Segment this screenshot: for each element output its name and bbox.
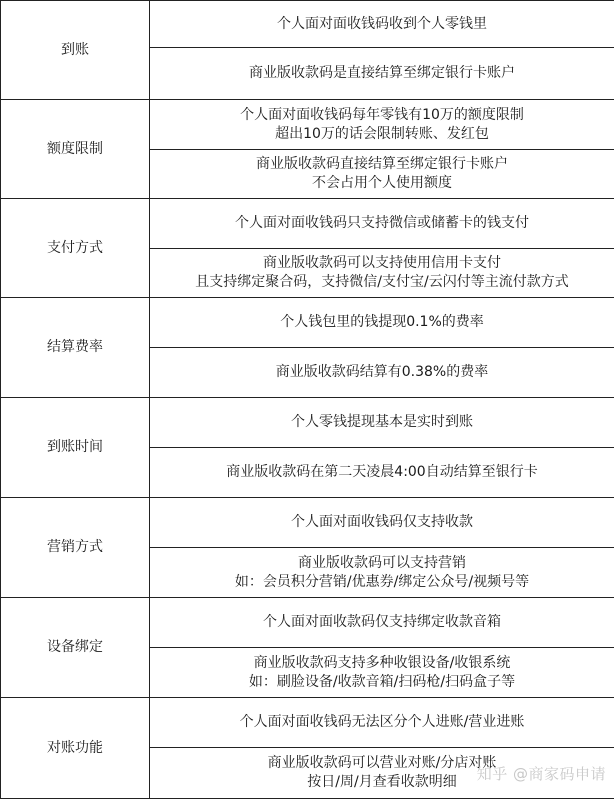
business-code-text: 如：会员积分营销/优惠券/绑定公众号/视频号等 xyxy=(154,573,610,592)
personal-code-text: 个人面对面收钱码无法区分个人进账/营业进账 xyxy=(154,713,610,732)
business-code-text: 商业版收款码结算有0.38%的费率 xyxy=(154,363,610,382)
category-label: 结算费率 xyxy=(1,298,150,398)
category-label: 营销方式 xyxy=(1,498,150,598)
personal-code-text: 个人零钱提现基本是实时到账 xyxy=(154,413,610,432)
personal-code-cell xyxy=(150,100,614,150)
comparison-table-body xyxy=(1,1,614,799)
business-code-text: 不会占用个人使用额度 xyxy=(154,174,610,193)
table-row xyxy=(1,298,614,348)
business-code-cell xyxy=(150,748,614,799)
business-code-cell xyxy=(150,48,614,100)
table-row xyxy=(1,598,614,648)
business-code-text: 商业版收款码支持多种收银设备/收银系统 xyxy=(154,654,610,673)
personal-code-text: 个人面对面收钱码只支持微信或储蓄卡的钱支付 xyxy=(154,214,610,233)
business-code-cell xyxy=(150,150,614,199)
table-row xyxy=(1,398,614,448)
personal-code-cell xyxy=(150,1,614,48)
personal-code-text: 个人面对面收钱码仅支持收款 xyxy=(154,513,610,532)
table-row xyxy=(1,698,614,748)
business-code-cell xyxy=(150,548,614,598)
business-code-text: 如：刷脸设备/收款音箱/扫码枪/扫码盒子等 xyxy=(154,673,610,692)
personal-code-text: 个人面对面收钱码收到个人零钱里 xyxy=(154,15,610,34)
personal-code-cell xyxy=(150,698,614,748)
table-row xyxy=(1,100,614,150)
business-code-cell xyxy=(150,348,614,398)
business-code-text: 商业版收款码在第二天凌晨4:00自动结算至银行卡 xyxy=(154,463,610,482)
personal-code-text: 个人钱包里的钱提现0.1%的费率 xyxy=(154,313,610,332)
business-code-text: 商业版收款码是直接结算至绑定银行卡账户 xyxy=(154,64,610,83)
business-code-text: 商业版收款码直接结算至绑定银行卡账户 xyxy=(154,155,610,174)
business-code-text: 商业版收款码可以营业对账/分店对账 xyxy=(154,754,610,773)
table-row xyxy=(1,1,614,48)
business-code-text: 商业版收款码可以支持营销 xyxy=(154,554,610,573)
personal-code-text: 超出10万的话会限制转账、发红包 xyxy=(154,125,610,144)
personal-code-cell xyxy=(150,298,614,348)
category-label: 到账时间 xyxy=(1,398,150,498)
personal-code-text: 个人面对面收款码仅支持绑定收款音箱 xyxy=(154,613,610,632)
table-row xyxy=(1,498,614,548)
business-code-text: 按日/周/月查看收款明细 xyxy=(154,773,610,792)
personal-code-cell xyxy=(150,398,614,448)
personal-code-cell xyxy=(150,199,614,249)
watermark: 知乎 @商家码申请 xyxy=(477,763,606,784)
business-code-text: 且支持绑定聚合码，支持微信/支付宝/云闪付等主流付款方式 xyxy=(154,273,610,292)
category-label: 到账 xyxy=(1,1,150,100)
business-code-cell xyxy=(150,648,614,698)
personal-code-cell xyxy=(150,598,614,648)
category-label: 设备绑定 xyxy=(1,598,150,698)
category-label: 额度限制 xyxy=(1,100,150,199)
personal-code-text: 个人面对面收钱码每年零钱有10万的额度限制 xyxy=(154,106,610,125)
category-label: 支付方式 xyxy=(1,199,150,298)
category-label: 对账功能 xyxy=(1,698,150,799)
business-code-text: 商业版收款码可以支持使用信用卡支付 xyxy=(154,254,610,273)
personal-code-cell xyxy=(150,498,614,548)
table-row xyxy=(1,199,614,249)
business-code-cell xyxy=(150,249,614,298)
business-code-cell xyxy=(150,448,614,498)
